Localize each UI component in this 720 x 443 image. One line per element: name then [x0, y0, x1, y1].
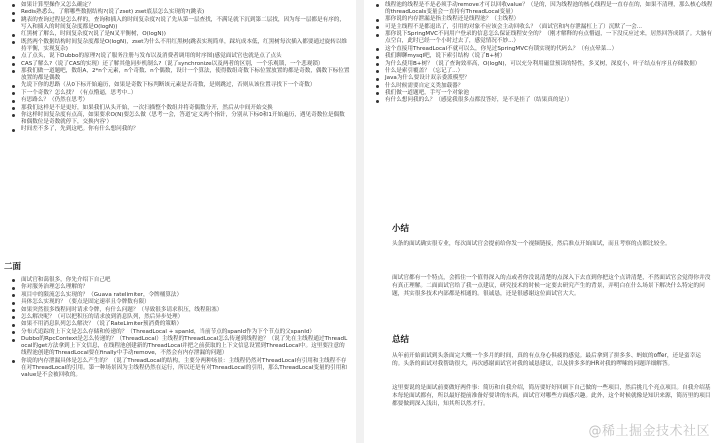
section-heading-second-interview: 二面: [4, 262, 22, 272]
list-item: CAS了解么?（说了CAS的实现）还了解其他同步机制么?（说了synchronize以及两者的区别，一个乐观锁，一个悲观锁）: [12, 61, 350, 68]
list-item: 下一个奇数？怎么找？（有点懵逼，思考中..）: [12, 90, 350, 97]
list-item: 如果突然很多线程同时请求令牌，有什么问题？（导致很多请求积压，线程阻塞）: [12, 307, 350, 314]
section-heading-conclusion: 总结: [392, 335, 410, 345]
list-item: Java为什么要设计双亲委派模型？: [376, 75, 714, 82]
list-item: 跳表的查询过程是怎么样的，查询和插入的时间复杂度?(说了先从第一层查找，不满足就下沉到第二层找，因为每一层都是有序的，写入和插入的时间复杂度都是O(logN)): [12, 17, 350, 31]
list-item: 为什么使用B+树？（说了查询效率高，O(logN)，可以充分利用磁盘预读的特性，多叉树，深度小，叶子结点有序且存储数据）: [376, 61, 714, 68]
left-page: [0, 0, 356, 443]
conclusion-paragraph-2: 这里要说的是面试前要做好两件事：简历和自我介绍，简历要好好回顾下自己做的一些项目，然后挑几个亮点项目。自我介绍基本每轮面试都有，所以最好提前准备好要讲的东西，面试官对哪些方面感兴趣。此外，这个时候就像是知识来源，简历里的项目都要做到深入浅出，知其所以然才行。: [392, 385, 711, 408]
list-item: 可是主线程不是都退出了，引用的对象不应该会主动回收么？（面试官和内存泄漏杠上了）沉默了一会...: [376, 24, 714, 31]
list-item: 我们做一道题吧，手写一个对象池: [376, 90, 714, 97]
list-item: 点了点头，说下Dubbo的原理?(说了服务注册与发布以及消费者调用的时序图)感觉面试官也就是点了点头: [12, 53, 350, 60]
list-item: 什么是索引覆盖？（忘记了...）: [376, 68, 714, 75]
list-item: 面试官和蔼很多，你先介绍下自己吧: [12, 277, 350, 284]
conclusion-paragraph-1: 从年前开始面试到头条面完大概一个多月的时间，真的有点身心俱疲的感觉。最后拿到了拼多多、蚂蚁的offer，还是蛮幸运的。头条的面试对我帮助很大，再次感谢面试官对我的诚恳建议，以及拼多多的HR对我的啰嗦的问题详细解答。: [392, 353, 701, 368]
list-item: 如果计算型操作又怎么确定？: [12, 2, 350, 9]
list-item: 既然两个数据结构时间复杂度都是O(logN)，zset为什么不用红黑树(跳表实现简单，踩坑成本低，红黑树每次插入都要通过旋转以维持平衡，实现复杂): [12, 39, 350, 53]
list-item: 项目中的限流怎么实现的？（Guava ratelimiter，令牌桶算法）: [12, 292, 350, 299]
list-item: 什么时候需要自定义类加载器？: [376, 83, 714, 90]
list-item: 如果不用消息队列怎么解决？（说了RateLimiter预消费的策略）: [12, 321, 350, 328]
summary-paragraph-1: 头条的面试确实很专业，每次面试官会提前给你发一个视频链接，然后准点开始面试，而且考察的点都比较全。: [392, 241, 671, 247]
page-gutter: [356, 0, 364, 443]
list-item: 你说的内存泄漏具体是怎么产生的？（说了ThreadLocal的结构，主要分两种场景：主线程仍然对ThreadLocal有引用和主线程不存在对ThreadLocal的引用。第一种场景因为主线程仍然在运行，所以还是有对ThreadLocal的引用，那么ThreadLocal变量的引用和value是不会被回收的。: [12, 358, 350, 379]
interview-question-list-2: [0, 277, 356, 379]
list-item: 有思路么？（仍然在思考）: [12, 97, 350, 104]
list-item: 那我们这样是不是更好，如果我们从头开始，一次扫描整个数组并将奇偶数分开，然后从中间开始交换: [12, 105, 350, 112]
interview-question-list-1: [0, 2, 356, 134]
list-item: 这个直接用ThreadLocal不就可以么，你见过SpringMVC有锁实现的代码么？（有点晕菜...）: [376, 46, 714, 53]
list-item: 你这样时间复杂度有点高，如果要求O(N)要怎么做（思考一会，答道'定义两个指针，分别从下标0和1开始遍历，遇见奇数位是偶数和偶数位是奇数就停下，交换内容'）: [12, 112, 350, 126]
summary-paragraph-2: 面试官都有一个特点，会抓住一个值得深入的点或者你没说清楚的点深入下去直到你把这个点讲清楚，不然面试官会觉得你并没有真正理解。二面面试官给了我一点建议，研究技术的时候一定要去研究产生的背景，弄明白在什么场景下解决什么特定的问题，其实很多技术内部都是相通的。很诚恳，还是很感谢这位面试官大大。: [392, 275, 711, 298]
list-item: 你对服务治理怎么理解的？: [12, 284, 350, 291]
list-item: 红黑树了解么，时间复杂度?(说了是N叉平衡树，O(logN)): [12, 31, 350, 38]
section-heading-summary: 小结: [392, 224, 410, 234]
list-item: 时间差不多了，先到这吧。你有什么想问我的？: [12, 126, 350, 133]
list-item: 分布式追踪的上下文是怎么存储和传递的？（ThreadLocal + spanId，当前节点的spanId作为下个节点的父spanId）: [12, 329, 350, 336]
list-item: 先说下你的思路（从0下标开始遍历，如果是奇数下标判断该元素是否奇数，是则跳过，否则从该位置寻找下一个奇数）: [12, 82, 350, 89]
right-page: [364, 0, 720, 443]
list-item: 线程池的线程是不是必须手动remove才可以回收value？（是的，因为线程池的核心线程是一直存在的，如果不清理，那么核心线程的threadLocals变量会一直持有ThreadLocal变量）: [376, 2, 714, 16]
list-item: 那你说的内存泄漏是指主线程还是线程池？（主线程）: [376, 16, 714, 23]
watermark: @稀土掘金技术社区: [588, 424, 710, 439]
list-item: 怎么解决呢？（可以把积压的请求放到消息队列，然后异步处理）: [12, 314, 350, 321]
list-item: Dubbo的RpcContext是怎么传递的？（ThreadLocal）主线程的ThreadLocal怎么传递到线程池？（说了先在主线程通过ThreadLocal的get方法拿到上下文信息，在线程池创建新的ThreadLocal并把之前获取的上下文信息设置到ThreadLocal中。这里要注意的线程池创建的ThreadLocal要在finally中手动remove，不然会有内存泄漏的问题）: [12, 336, 350, 357]
list-item: 我们聊聊mysql吧，说下索引结构（说了B+树）: [376, 53, 714, 60]
list-item: 有什么想问我的么？（感觉我很多点都没答好，是不是挂了（结果真的是））: [376, 97, 714, 104]
list-item: 那我们做一道题吧，数组A，2*n个元素，n个奇数、n个偶数，设计一个算法，使得数组奇数下标位置放置的都是奇数，偶数下标位置放置的都是偶数: [12, 68, 350, 82]
list-item: Redis熟悉么，了解哪些数据结构?(说了zset) zset底层怎么实现的?(跳表): [12, 9, 350, 16]
list-item: 那你说下SpringMVC不同用户登录的信息怎么保证线程安全的？（刚才解释的有点懵逼，一下没反应过来，居然回答成锁了。大脑有点空白，此时已经一个小时过去了，感觉情况不妙...）: [376, 31, 714, 45]
list-item: 具体怎么实现的？（要点是固定速率且令牌数有限）: [12, 299, 350, 306]
interview-question-list-3: [364, 2, 720, 105]
